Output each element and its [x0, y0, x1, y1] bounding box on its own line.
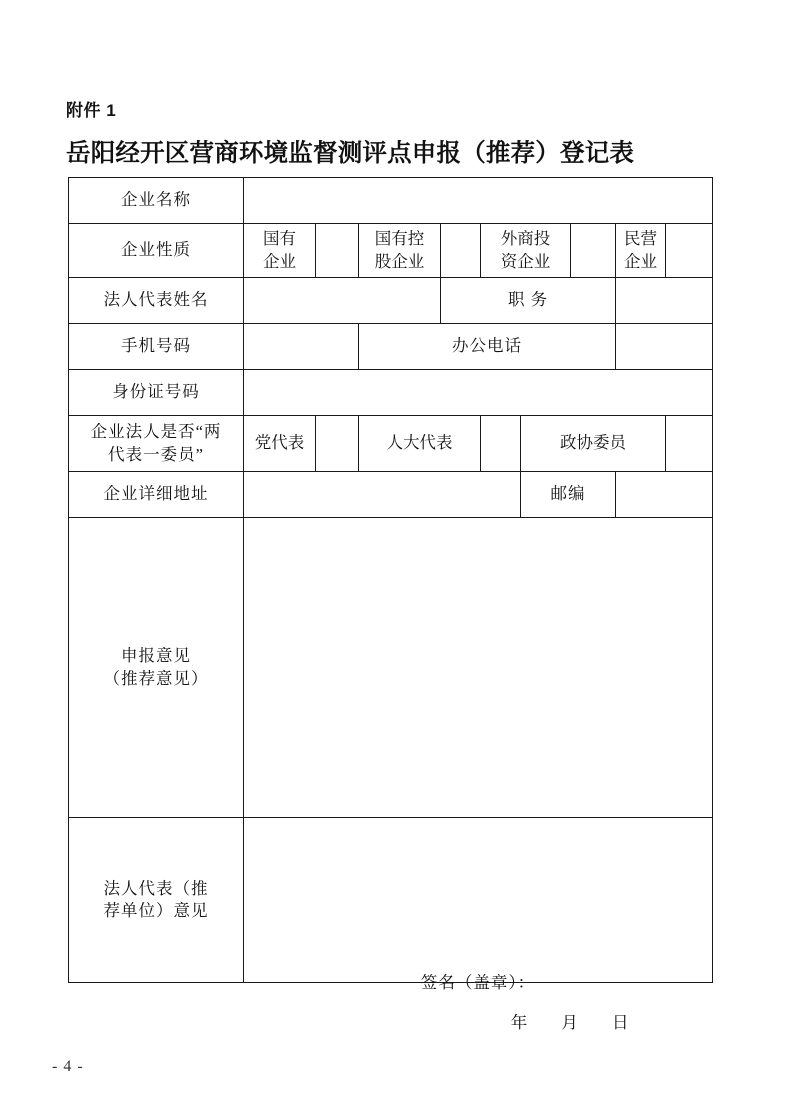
checkbox-state-holding[interactable]: [441, 224, 481, 278]
checkbox-cppcc-member[interactable]: [666, 416, 713, 472]
table-row-address: [69, 472, 713, 518]
label-application-opinion: [69, 518, 244, 818]
registration-form-table: [68, 177, 713, 1032]
label-office-phone: 办公电话: [359, 324, 616, 370]
attachment-label: 附件 1: [66, 101, 117, 120]
label-position: 职 务: [441, 278, 616, 324]
field-office-phone[interactable]: [616, 324, 713, 370]
label-two-reps-one-member: [69, 416, 244, 472]
table-row-company-nature: [69, 224, 713, 278]
field-position[interactable]: [616, 278, 713, 324]
option-foreign-invested: [481, 224, 571, 278]
table-row-two-reps-one-member: [69, 416, 713, 472]
option-party-rep: 党代表: [244, 416, 316, 472]
signature-date-line: [497, 1012, 644, 1034]
option-state-holding-line1: 国有控: [374, 229, 425, 249]
page-number: - 4 -: [52, 1058, 84, 1075]
table-row-legal-representative: [69, 278, 713, 324]
table-row-signature-opinion: [69, 818, 713, 983]
label-legal-rep-name: 法人代表姓名: [69, 278, 244, 324]
field-legal-rep-name[interactable]: [244, 278, 441, 324]
option-state-owned-line1: 国有: [263, 229, 296, 249]
option-npc-rep: 人大代表: [359, 416, 481, 472]
page-title: 岳阳经开区营商环境监督测评点申报（推荐）登记表: [66, 140, 635, 167]
label-signature-opinion-line2: 荐单位）意见: [103, 901, 209, 920]
field-postal-code[interactable]: [616, 472, 713, 518]
label-two-reps-line1: 企业法人是否“两: [90, 422, 222, 442]
label-id-number: 身份证号码: [69, 370, 244, 416]
label-company-name: 企业名称: [69, 178, 244, 224]
field-company-address[interactable]: [244, 472, 521, 518]
label-company-address: 企业详细地址: [69, 472, 244, 518]
label-application-opinion-line1: 申报意见: [121, 646, 191, 666]
field-id-number[interactable]: [244, 370, 713, 416]
date-month-label: 月: [561, 1013, 579, 1032]
table-row-phone: [69, 324, 713, 370]
field-company-name[interactable]: [244, 178, 713, 224]
option-state-owned-line2: 企业: [263, 251, 296, 271]
option-cppcc-member: 政协委员: [521, 416, 666, 472]
label-postal-code: 邮编: [521, 472, 616, 518]
table-row-id-number: [69, 370, 713, 416]
option-private: [616, 224, 666, 278]
option-state-owned: [244, 224, 316, 278]
signature-stamp-label: 签名（盖章）：: [420, 973, 536, 992]
label-two-reps-line2: 代表一委员”: [108, 444, 204, 464]
field-application-opinion[interactable]: [244, 518, 713, 818]
checkbox-private[interactable]: [666, 224, 713, 278]
label-company-nature: 企业性质: [69, 224, 244, 278]
option-state-holding-line2: 股企业: [374, 251, 425, 271]
label-signature-opinion-line1: 法人代表（推: [103, 878, 209, 898]
checkbox-state-owned[interactable]: [316, 224, 359, 278]
option-foreign-invested-line2: 资企业: [500, 251, 551, 271]
table-row-application-opinion: [69, 518, 713, 818]
checkbox-party-rep[interactable]: [316, 416, 359, 472]
option-private-line1: 民营: [624, 229, 657, 249]
field-mobile-number[interactable]: [244, 324, 359, 370]
label-application-opinion-line2: （推荐意见）: [103, 668, 209, 688]
option-private-line2: 企业: [624, 251, 657, 271]
field-signature-area[interactable]: [244, 818, 713, 1032]
option-foreign-invested-line1: 外商投: [500, 229, 551, 249]
label-mobile-number: 手机号码: [69, 324, 244, 370]
option-state-holding: [359, 224, 441, 278]
table-row-company-name: [69, 178, 713, 224]
label-signature-opinion: [69, 818, 244, 983]
date-year-label: 年: [510, 1013, 529, 1032]
date-day-label: 日: [611, 1013, 630, 1032]
checkbox-npc-rep[interactable]: [481, 416, 521, 472]
checkbox-foreign-invested[interactable]: [571, 224, 616, 278]
